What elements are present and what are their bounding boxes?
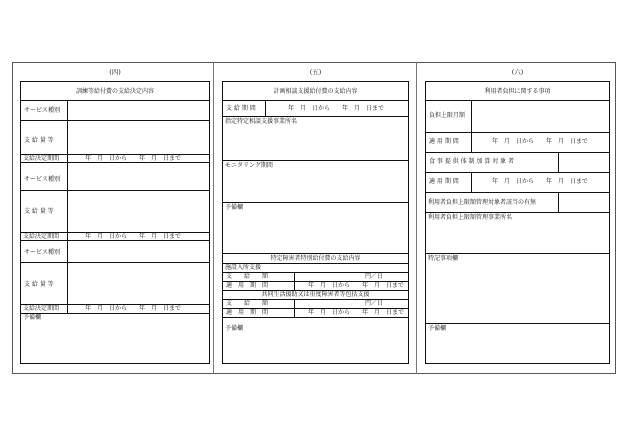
office-name-label: 指定特定相談支援事業所名 <box>225 118 298 125</box>
meal-provision-label: 食 事 提 供 体 制 加 算 対 象 者 <box>429 158 515 165</box>
period-value: 年 月 日から 年 月 日まで <box>85 233 182 240</box>
section-number-5: (五) <box>309 68 322 76</box>
reserve-label: 予備欄 <box>428 325 447 332</box>
amount-unit: 円／日 <box>365 273 384 280</box>
column-separator <box>213 62 214 374</box>
reserve-label: 予備欄 <box>225 325 244 332</box>
form-title: 利用者負担に関する事項 <box>484 88 551 95</box>
plan-consultation-form <box>222 81 409 364</box>
amount-label: 支 給 額 <box>226 273 269 280</box>
management-target-label: 利用者負担上限額管理対象者該当の有無 <box>428 199 537 206</box>
period-label: 支給決定期間 <box>23 305 60 312</box>
period-label: 支給決定期間 <box>23 155 60 162</box>
facility-support-label: 施設入所支援 <box>225 264 262 271</box>
management-office-label: 利用者負担上限額管理事業所名 <box>428 214 513 221</box>
service-type-label: サービス種別 <box>24 176 61 183</box>
apply-period-value: 年 月 日から 年 月 日まで <box>492 138 589 145</box>
training-benefit-form <box>20 81 210 364</box>
payment-period-value: 年 月 日から 年 月 日まで <box>288 105 385 112</box>
service-type-label: サービス種別 <box>24 249 61 256</box>
special-notes-label: 特記事項欄 <box>428 255 459 262</box>
period-value: 年 月 日から 年 月 日まで <box>85 155 182 162</box>
form-title: 計画相談支援給付費の支給内容 <box>273 88 358 95</box>
form-title: 訓練等給付費の支給決定内容 <box>75 88 154 95</box>
apply-period-value: 年 月 日から 年 月 日まで <box>308 282 405 289</box>
amount-label: 支 給 額 <box>226 300 269 307</box>
apply-period-value: 年 月 日から 年 月 日まで <box>492 178 589 185</box>
amount-label: 支 給 量 等 <box>24 137 54 144</box>
reserve-label: 予備欄 <box>23 314 42 321</box>
special-benefit-title: 特定障害者特別給付費の支給内容 <box>270 255 361 262</box>
reserve-label: 予備欄 <box>225 204 244 211</box>
amount-label: 支 給 量 等 <box>24 208 54 215</box>
service-type-label: サービス種別 <box>24 107 61 114</box>
monitoring-period-label: モニタリング期間 <box>225 162 273 169</box>
amount-unit: 円／日 <box>365 300 384 307</box>
group-living-title: 共同生活援助又は重度障害者等包括支援 <box>261 291 370 298</box>
section-number-4: (四) <box>109 68 121 76</box>
apply-period-label: 適 用 期 間 <box>429 138 459 145</box>
apply-period-label: 適 用 期 間 <box>429 178 459 185</box>
section-number-6: (六) <box>511 68 524 76</box>
period-value: 年 月 日から 年 月 日まで <box>85 305 182 312</box>
apply-period-label: 適 用 期 間 <box>226 309 269 316</box>
amount-label: 支 給 量 等 <box>24 281 54 288</box>
payment-period-label: 支 給 期 間 <box>226 105 256 112</box>
apply-period-value: 年 月 日から 年 月 日まで <box>308 309 405 316</box>
apply-period-label: 適 用 期 間 <box>226 282 269 289</box>
period-label: 支給決定期間 <box>23 233 60 240</box>
column-separator <box>416 62 417 374</box>
user-burden-form <box>425 81 610 364</box>
burden-limit-label: 負担上限月額 <box>429 112 466 119</box>
